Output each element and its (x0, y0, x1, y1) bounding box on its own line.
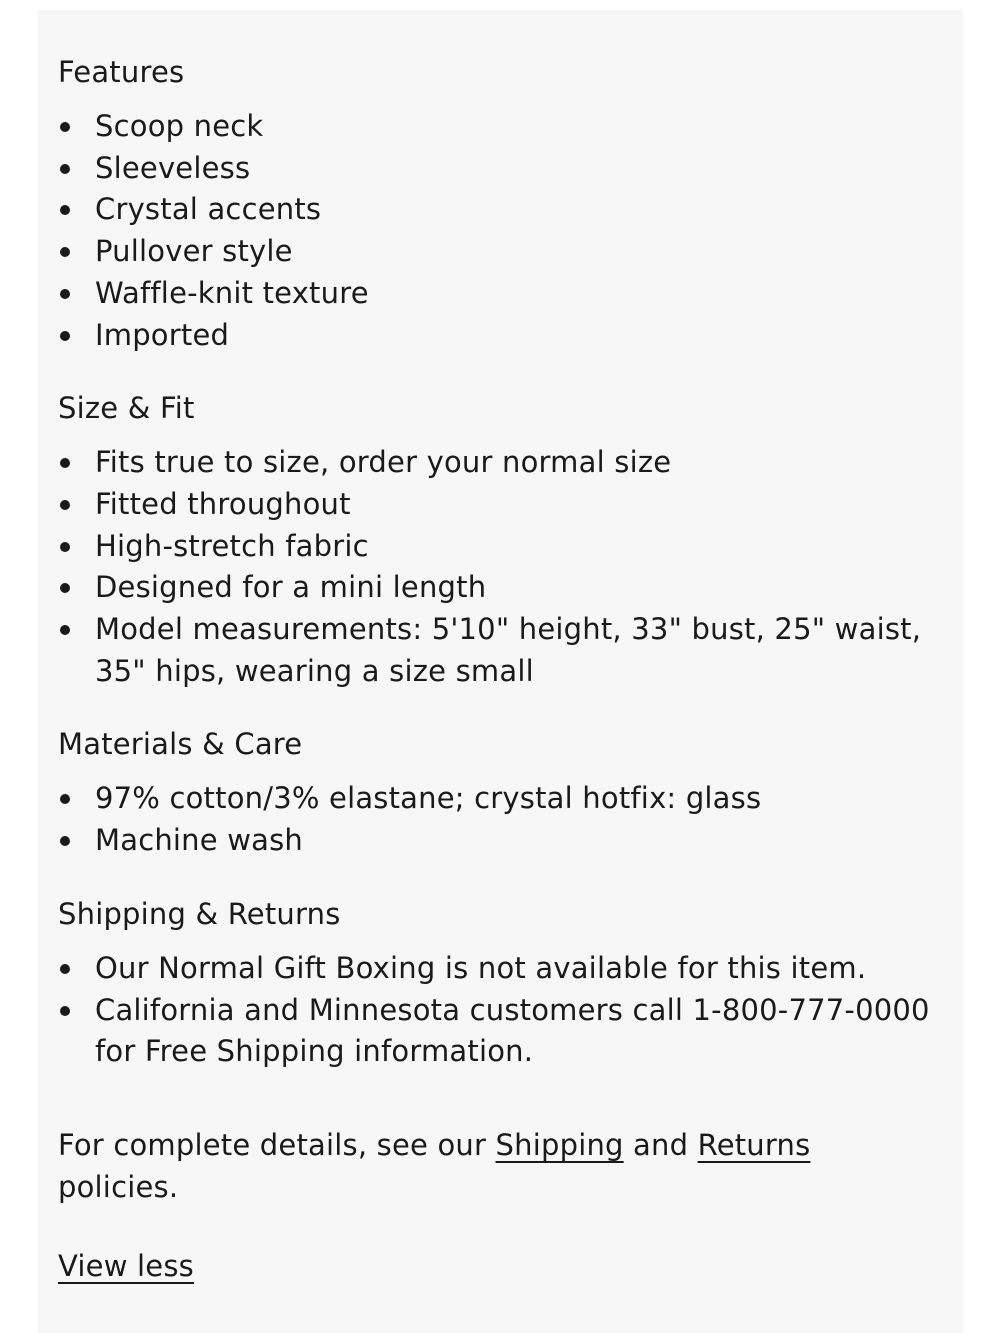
list-item: California and Minnesota customers call 1-800-777-0000 for Free Shipping information. (58, 990, 935, 1073)
bullet-icon (60, 247, 70, 257)
list-item: High-stretch fabric (58, 526, 935, 568)
list-item: Fitted throughout (58, 484, 935, 526)
bullet-icon (60, 205, 70, 215)
size-fit-list (58, 442, 963, 692)
list-item: Machine wash (58, 820, 935, 862)
list-item: Sleeveless (58, 148, 935, 190)
bullet-icon (60, 289, 70, 299)
list-item: Waffle-knit texture (58, 273, 935, 315)
materials-care-heading: Materials & Care (58, 727, 303, 762)
materials-care-list (58, 778, 963, 861)
features-heading: Features (58, 55, 185, 89)
bullet-icon (60, 458, 70, 468)
bullet-icon (60, 794, 70, 804)
bullet-icon (60, 331, 70, 341)
list-item: Designed for a mini length (58, 567, 935, 609)
features-list (58, 106, 963, 356)
policy-details-text: For complete details, see our Shipping and Returns policies. (58, 1127, 811, 1204)
bullet-icon (60, 542, 70, 552)
product-details-panel (38, 10, 963, 1333)
bullet-icon (60, 122, 70, 132)
shipping-policy-link[interactable]: Shipping (495, 1127, 624, 1162)
materials-care-section (58, 726, 963, 861)
bullet-icon (60, 1006, 70, 1016)
list-item: Pullover style (58, 231, 935, 273)
bullet-icon (60, 625, 70, 635)
bullet-icon (60, 164, 70, 174)
size-fit-heading: Size & Fit (58, 391, 195, 426)
view-less-link[interactable]: View less (58, 1249, 194, 1284)
list-item: 97% cotton/3% elastane; crystal hotfix: glass (58, 778, 935, 820)
shipping-returns-section (58, 896, 963, 1073)
size-fit-section (58, 390, 963, 692)
shipping-returns-list (58, 948, 963, 1073)
bullet-icon (60, 500, 70, 510)
list-item: Model measurements: 5'10" height, 33" bust, 25" waist, 35" hips, wearing a size small (58, 609, 935, 692)
shipping-returns-heading: Shipping & Returns (58, 896, 341, 931)
list-item: Our Normal Gift Boxing is not available for this item. (58, 948, 935, 990)
list-item: Crystal accents (58, 189, 935, 231)
bullet-icon (60, 964, 70, 974)
list-item: Imported (58, 315, 935, 357)
list-item: Fits true to size, order your normal size (58, 442, 935, 484)
features-section (58, 54, 963, 356)
bullet-icon (60, 583, 70, 593)
returns-policy-link[interactable]: Returns (697, 1127, 811, 1162)
list-item: Scoop neck (58, 106, 935, 148)
bullet-icon (60, 836, 70, 846)
